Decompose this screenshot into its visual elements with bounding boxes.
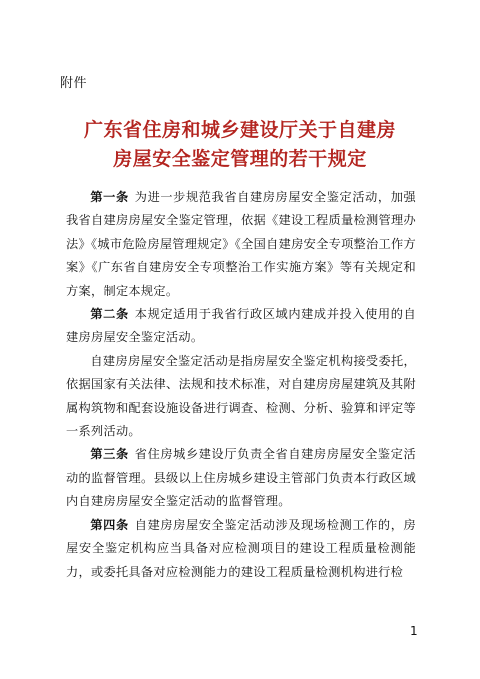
page-number: 1 [410,624,418,638]
attachment-label: 附件 [60,76,88,91]
article-4-heading: 第四条 [90,517,129,532]
article-3-paragraph [66,443,416,513]
article-2-paragraph [66,303,416,350]
document-body [66,186,416,584]
article-1-paragraph [66,186,416,303]
article-4-text: 自建房房屋安全鉴定活动涉及现场检测工作的，房屋安全鉴定机构应当具备对应检测项目的建设工程质量检测能力，或委托具备对应检测能力的建设工程质量检测机构进行检 [66,517,416,579]
article-1-heading: 第一条 [90,190,129,204]
article-2-definition-paragraph [66,350,416,444]
article-2-text: 本规定适用于我省行政区域内建成并投入使用的自建房房屋安全鉴定活动。 [66,307,416,345]
document-title-line-1: 广东省住房和城乡建设厅关于自建房 [83,119,396,141]
document-title-line-2: 房屋安全鉴定管理的若干规定 [113,148,367,170]
article-1-text: 为进一步规范我省自建房房屋安全鉴定活动，加强我省自建房房屋安全鉴定管理，依据《建设工程质量检测管理办法》《城市危险房屋管理规定》《全国自建房安全专项整治工作方案》《广东省自建房安全专项整治工作实施方案》等有关规定和方案，制定本规定。 [66,190,416,298]
article-4-paragraph [66,514,416,584]
article-3-heading: 第三条 [90,447,129,462]
article-2-definition-text: 自建房房屋安全鉴定活动是指房屋安全鉴定机构接受委托，依据国家有关法律、法规和技术标准，对自建房房屋建筑及其附属构筑物和配套设施设备进行调查、检测、分析、验算和评定等一系列活动。 [66,353,416,439]
article-3-text: 省住房城乡建设厅负责全省自建房房屋安全鉴定活动的监督管理。县级以上住房城乡建设主管部门负责本行政区域内自建房房屋安全鉴定活动的监督管理。 [66,447,416,509]
article-2-heading: 第二条 [90,307,129,322]
